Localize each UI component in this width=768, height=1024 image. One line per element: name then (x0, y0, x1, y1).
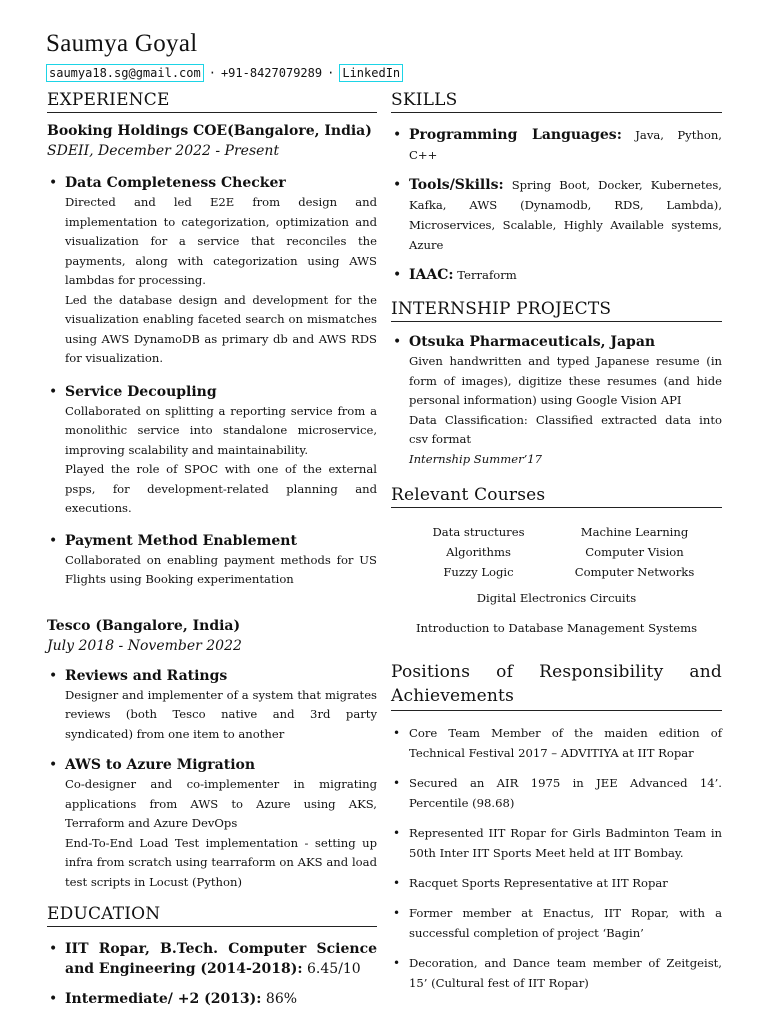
internship-note: Internship Summer’17 (409, 451, 543, 466)
list-item (391, 175, 722, 255)
education-label: IIT Ropar, B.Tech. Computer Science and Engineering (2014-2018): (65, 941, 377, 977)
course: Machine Learning (580, 525, 689, 539)
job-org: Tesco (Bangalore, India) (47, 617, 241, 634)
courses-heading: Relevant Courses (391, 485, 722, 508)
skill-value: Java, Python, C++ (409, 128, 722, 162)
job-booking (47, 123, 377, 590)
courses-list (391, 522, 722, 638)
item-text: Designer and implementer of a system that migrates reviews (both Tesco native and 3rd party syndicated) from one item to another (65, 687, 377, 741)
item-text: Led the database design and development for the visualization enabling faceted search on mismatches using AWS DynamoDB as primary db and AWS RDS for visualization. (65, 292, 377, 365)
email-link[interactable]: saumya18.sg@gmail.com (46, 64, 204, 82)
list-item (391, 125, 722, 165)
skill-label: IAAC: (409, 267, 454, 283)
internship-heading: INTERNSHIP PROJECTS (391, 299, 722, 322)
separator: · (208, 66, 216, 80)
list-item (47, 666, 377, 745)
course: Algorithms (446, 545, 511, 559)
list-item: • Secured an AIR 1975 in JEE Advanced 14’. Percentile (98.68) (391, 773, 722, 813)
list-item (47, 939, 377, 979)
education-section (47, 904, 377, 1009)
item-title: • Service Decoupling (65, 383, 217, 400)
education-heading: EDUCATION (47, 904, 377, 927)
job-org: Booking Holdings COE(Bangalore, India) (47, 123, 372, 139)
job-role: July 2018 - November 2022 (47, 637, 242, 654)
skills-section (391, 90, 722, 285)
course: Data structures (432, 525, 525, 539)
item-text: Directed and led E2E from design and implementation to categorization, optimization and visualization for a service that reconciles the payments, along with categorization using AWS lambdas for processing. (65, 195, 377, 287)
list-item: • Racquet Sports Representative at IIT Ropar (391, 873, 722, 893)
left-column (47, 90, 377, 1009)
phone-number: +91-8427079289 (220, 66, 323, 80)
experience-heading: EXPERIENCE (47, 90, 377, 113)
item-title: • Data Completeness Checker (65, 175, 286, 191)
courses-grid (391, 522, 722, 582)
linkedin-link[interactable]: LinkedIn (339, 64, 403, 82)
courses-section (391, 485, 722, 638)
candidate-name: Saumya Goyal (46, 30, 198, 57)
education-value: 86% (265, 991, 298, 1007)
item-text: Collaborated on splitting a reporting service from a monolithic service into standalone microservice, improving scalability and maintainability. (65, 403, 377, 457)
positions-heading: Positions of Responsibility and Achievements (391, 660, 722, 711)
list-item: • Core Team Member of the maiden edition of Technical Festival 2017 – ADVITIYA at IIT Ropar (391, 723, 722, 763)
list-item (391, 265, 722, 285)
item-text: Co-designer and co-implementer in migrating applications from AWS to Azure using AKS, Terraform and Azure DevOps (65, 777, 377, 830)
item-text: Given handwritten and typed Japanese resume (in form of images), digitize these resumes (and hide personal information) using Google Vision API (409, 354, 722, 407)
item-title: • AWS to Azure Migration (65, 757, 256, 773)
item-text: End-To-End Load Test implementation - setting up infra from scratch using tearraform on AKS and load test scripts in Locust (Python) (65, 835, 377, 889)
education-value: 6.45/10 (307, 961, 361, 977)
right-column (391, 90, 722, 993)
job-tesco (47, 618, 377, 893)
list-item (47, 173, 377, 369)
item-text: Data Classification: Classified extracted data into csv format (409, 412, 722, 446)
list-item: • Decoration, and Dance team member of Zeitgeist, 15’ (Cultural fest of IIT Ropar) (391, 953, 722, 993)
skill-label: Tools/Skills: (409, 177, 504, 193)
contact-line (46, 64, 403, 82)
item-title: • Otsuka Pharmaceuticals, Japan (409, 334, 656, 350)
experience-section (47, 90, 377, 892)
skill-label: Programming Languages: (409, 127, 622, 143)
item-text: Played the role of SPOC with one of the external psps, for development-related planning and executions. (65, 462, 377, 515)
skill-value: Terraform (457, 268, 517, 282)
separator: · (327, 66, 335, 80)
list-item (47, 989, 377, 1009)
list-item: • Represented IIT Ropar for Girls Badminton Team in 50th Inter IIT Sports Meet held at IIT Bombay. (391, 823, 722, 863)
item-title: • Payment Method Enablement (65, 532, 297, 549)
course: Computer Vision (585, 545, 684, 559)
skills-heading: SKILLS (391, 90, 722, 113)
positions-section (391, 660, 722, 993)
course: Digital Electronics Circuits (476, 591, 637, 605)
job-role: SDEII, December 2022 - Present (47, 143, 280, 159)
list-item (391, 332, 722, 469)
education-label: Intermediate/ +2 (2013): (65, 991, 262, 1007)
list-item: • Former member at Enactus, IIT Ropar, with a successful completion of project ‘Bagin’ (391, 903, 722, 943)
item-text: Collaborated on enabling payment methods for US Flights using Booking experimentation (65, 552, 377, 586)
course: Introduction to Database Management Systems (415, 621, 698, 635)
course: Computer Networks (574, 565, 695, 579)
course: Fuzzy Logic (443, 565, 514, 579)
list-item (47, 382, 377, 519)
item-title: • Reviews and Ratings (65, 667, 228, 684)
skill-value: Spring Boot, Docker, Kubernetes, Kafka, AWS (Dynamodb, RDS, Lambda), Microservices, Scalable, Highly Available systems, Azure (409, 178, 722, 252)
internship-section (391, 299, 722, 469)
list-item (47, 755, 377, 892)
list-item (47, 531, 377, 590)
